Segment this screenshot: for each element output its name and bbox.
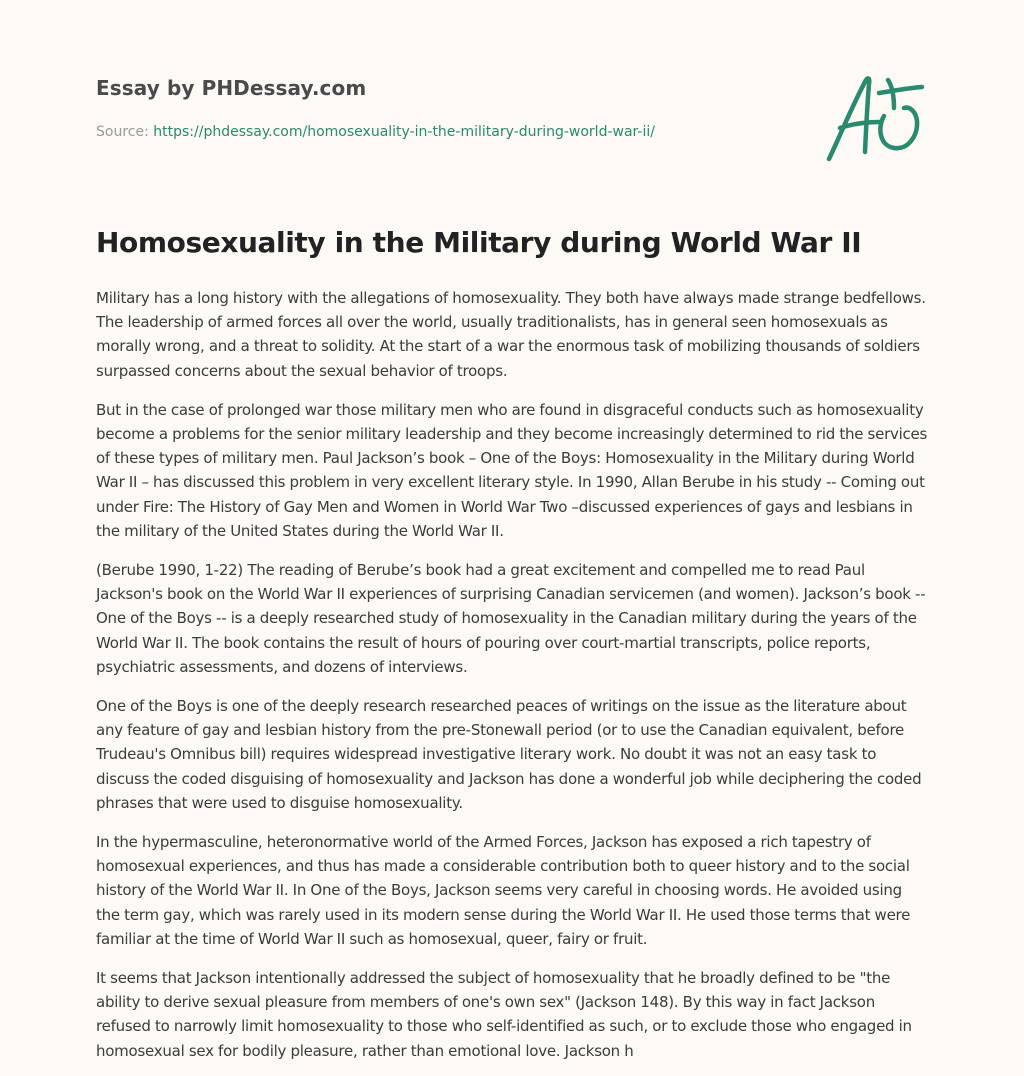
essay-paragraph: But in the case of prolonged war those military men who are found in disgraceful conducts such as homosexuality become a problems for the senior military leadership and they become increasingly determined to rid the services of these types of military men. Paul Jackson’s book – One of the Boys: Homosexuality in the Military during World War II – has discussed this problem in very excellent literary style. In 1990, Allan Berube in his study -- Coming out under Fire: The History of Gay Men and Women in World War Two –discussed experiences of gays and lesbians in the military of the United States during the World War II.: [96, 400, 928, 540]
essay-paragraph: One of the Boys is one of the deeply research researched peaces of writings on the issue as the literature about any feature of gay and lesbian history from the pre-Stonewall period (or to use the Canadian equivalent, before Trudeau's Omnibus bill) requires widespread investigative literary work. No doubt it was not an easy task to discuss the coded disguising of homosexuality and Jackson has done a wonderful job while deciphering the coded phrases that were used to disguise homosexuality.: [96, 697, 922, 812]
essay-paragraph: It seems that Jackson intentionally addressed the subject of homosexuality that he broadly defined to be "the ability to derive sexual pleasure from members of one's own sex" (Jackson 148). By this way in fact Jackson refused to narrowly limit homosexuality to those who self-identified as such, or to exclude those who engaged in homosexual sex for bodily pleasure, rather than emotional love. Jackson h: [96, 969, 912, 1060]
source-label: Source:: [96, 124, 154, 140]
a-plus-logo-icon: [822, 66, 932, 166]
essay-paragraph: In the hypermasculine, heteronormative world of the Armed Forces, Jackson has exposed a rich tapestry of homosexual experiences, and thus has made a considerable contribution both to queer history and to the social history of the World War II. In One of the Boys, Jackson seems very careful in choosing words. He avoided using the term gay, which was rarely used in its modern sense during the World War II. He used those terms that were familiar at the time of World War II such as homosexual, queer, fairy or fruit.: [96, 833, 911, 948]
essay-title: Homosexuality in the Military during World War II: [96, 226, 862, 259]
source-line: [96, 124, 655, 140]
source-link[interactable]: https://phdessay.com/homosexuality-in-the-military-during-world-war-ii/: [153, 124, 655, 140]
brand-title: Essay by PHDessay.com: [96, 76, 367, 100]
essay-body: [96, 286, 930, 1076]
essay-paragraph: Military has a long history with the allegations of homosexuality. They both have always made strange bedfellows. The leadership of armed forces all over the world, usually traditionalists, has in general seen homosexuals as morally wrong, and a threat to solidity. At the start of a war the enormous task of mobilizing thousands of soldiers surpassed concerns about the sexual behavior of troops.: [96, 289, 926, 380]
essay-paragraph: (Berube 1990, 1-22) The reading of Berube’s book had a great excitement and compelled me to read Paul Jackson's book on the World War II experiences of surprising Canadian servicemen (and women). Jackson’s book -- One of the Boys -- is a deeply researched study of homosexuality in the Canadian military during the years of the World War II. The book contains the result of hours of pouring over court-martial transcripts, police reports, psychiatric assessments, and dozens of interviews.: [96, 561, 926, 676]
